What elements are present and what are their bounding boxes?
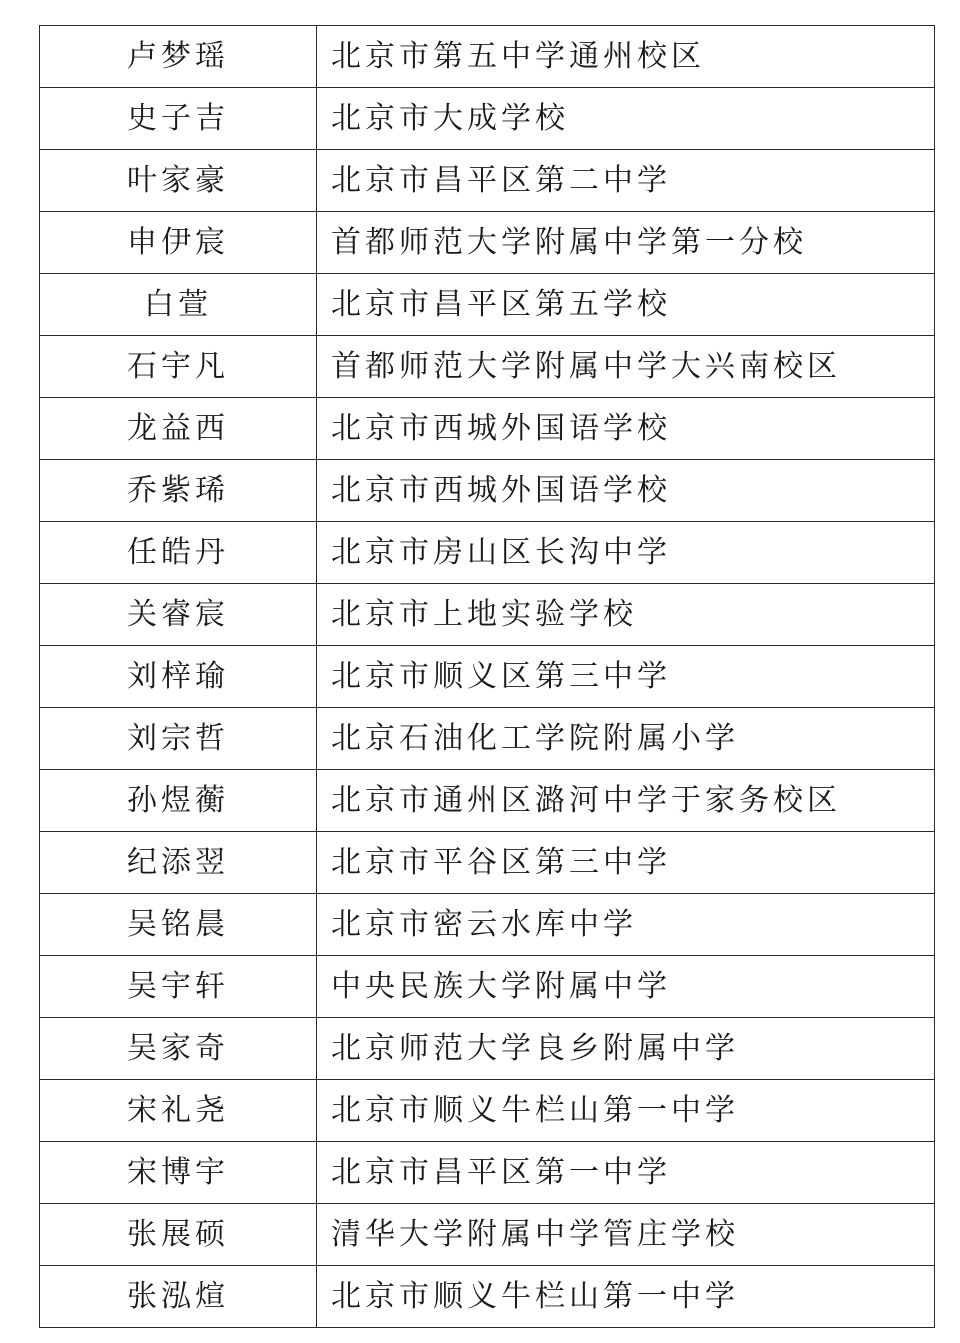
school-name-cell: 北京市通州区潞河中学于家务校区 xyxy=(317,770,935,832)
table-row xyxy=(40,1080,935,1142)
table-row xyxy=(40,770,935,832)
school-name-cell: 北京市房山区长沟中学 xyxy=(317,522,935,584)
table-row xyxy=(40,1266,935,1328)
school-name-cell: 北京市密云水库中学 xyxy=(317,894,935,956)
table-row xyxy=(40,274,935,336)
student-name-cell: 关睿宸 xyxy=(40,584,317,646)
table-row xyxy=(40,460,935,522)
table-row xyxy=(40,1142,935,1204)
student-name-cell: 张泓煊 xyxy=(40,1266,317,1328)
student-name-cell: 史子吉 xyxy=(40,88,317,150)
student-school-table xyxy=(39,25,935,1328)
school-name-cell: 中央民族大学附属中学 xyxy=(317,956,935,1018)
table-row xyxy=(40,894,935,956)
school-name-cell: 北京市西城外国语学校 xyxy=(317,398,935,460)
student-name-cell: 吴宇轩 xyxy=(40,956,317,1018)
student-name-cell: 龙益西 xyxy=(40,398,317,460)
school-name-cell: 北京师范大学良乡附属中学 xyxy=(317,1018,935,1080)
table-row xyxy=(40,522,935,584)
student-name-cell: 石宇凡 xyxy=(40,336,317,398)
student-name-cell: 任皓丹 xyxy=(40,522,317,584)
student-name-cell: 孙煜蘅 xyxy=(40,770,317,832)
student-name-cell: 吴家奇 xyxy=(40,1018,317,1080)
student-name-cell: 吴铭晨 xyxy=(40,894,317,956)
school-name-cell: 清华大学附属中学管庄学校 xyxy=(317,1204,935,1266)
school-name-cell: 北京市昌平区第二中学 xyxy=(317,150,935,212)
school-name-cell: 北京市上地实验学校 xyxy=(317,584,935,646)
table-row xyxy=(40,336,935,398)
student-name-cell: 刘宗哲 xyxy=(40,708,317,770)
table-row xyxy=(40,150,935,212)
table-row xyxy=(40,708,935,770)
table-row xyxy=(40,88,935,150)
school-name-cell: 北京市西城外国语学校 xyxy=(317,460,935,522)
school-name-cell: 北京市顺义牛栏山第一中学 xyxy=(317,1266,935,1328)
table-body xyxy=(40,26,935,1328)
student-name-cell: 乔紫琋 xyxy=(40,460,317,522)
student-name-cell: 申伊宸 xyxy=(40,212,317,274)
student-name-cell: 宋博宇 xyxy=(40,1142,317,1204)
table-row xyxy=(40,1204,935,1266)
school-name-cell: 北京石油化工学院附属小学 xyxy=(317,708,935,770)
table-row xyxy=(40,398,935,460)
school-name-cell: 北京市昌平区第一中学 xyxy=(317,1142,935,1204)
school-name-cell: 北京市第五中学通州校区 xyxy=(317,26,935,88)
table-row xyxy=(40,212,935,274)
student-name-cell: 纪添翌 xyxy=(40,832,317,894)
table-row xyxy=(40,646,935,708)
student-name-cell: 张展硕 xyxy=(40,1204,317,1266)
school-name-cell: 北京市顺义区第三中学 xyxy=(317,646,935,708)
school-name-cell: 北京市昌平区第五学校 xyxy=(317,274,935,336)
student-name-cell: 卢梦瑶 xyxy=(40,26,317,88)
table-row xyxy=(40,832,935,894)
school-name-cell: 北京市平谷区第三中学 xyxy=(317,832,935,894)
school-name-cell: 北京市顺义牛栏山第一中学 xyxy=(317,1080,935,1142)
student-name-cell: 宋礼尧 xyxy=(40,1080,317,1142)
table-row xyxy=(40,956,935,1018)
student-name-cell: 刘梓瑜 xyxy=(40,646,317,708)
school-name-cell: 首都师范大学附属中学第一分校 xyxy=(317,212,935,274)
school-name-cell: 首都师范大学附属中学大兴南校区 xyxy=(317,336,935,398)
table-row xyxy=(40,584,935,646)
student-name-cell: 叶家豪 xyxy=(40,150,317,212)
student-name-cell: 白萱 xyxy=(40,274,317,336)
table-row xyxy=(40,1018,935,1080)
table-row xyxy=(40,26,935,88)
school-name-cell: 北京市大成学校 xyxy=(317,88,935,150)
